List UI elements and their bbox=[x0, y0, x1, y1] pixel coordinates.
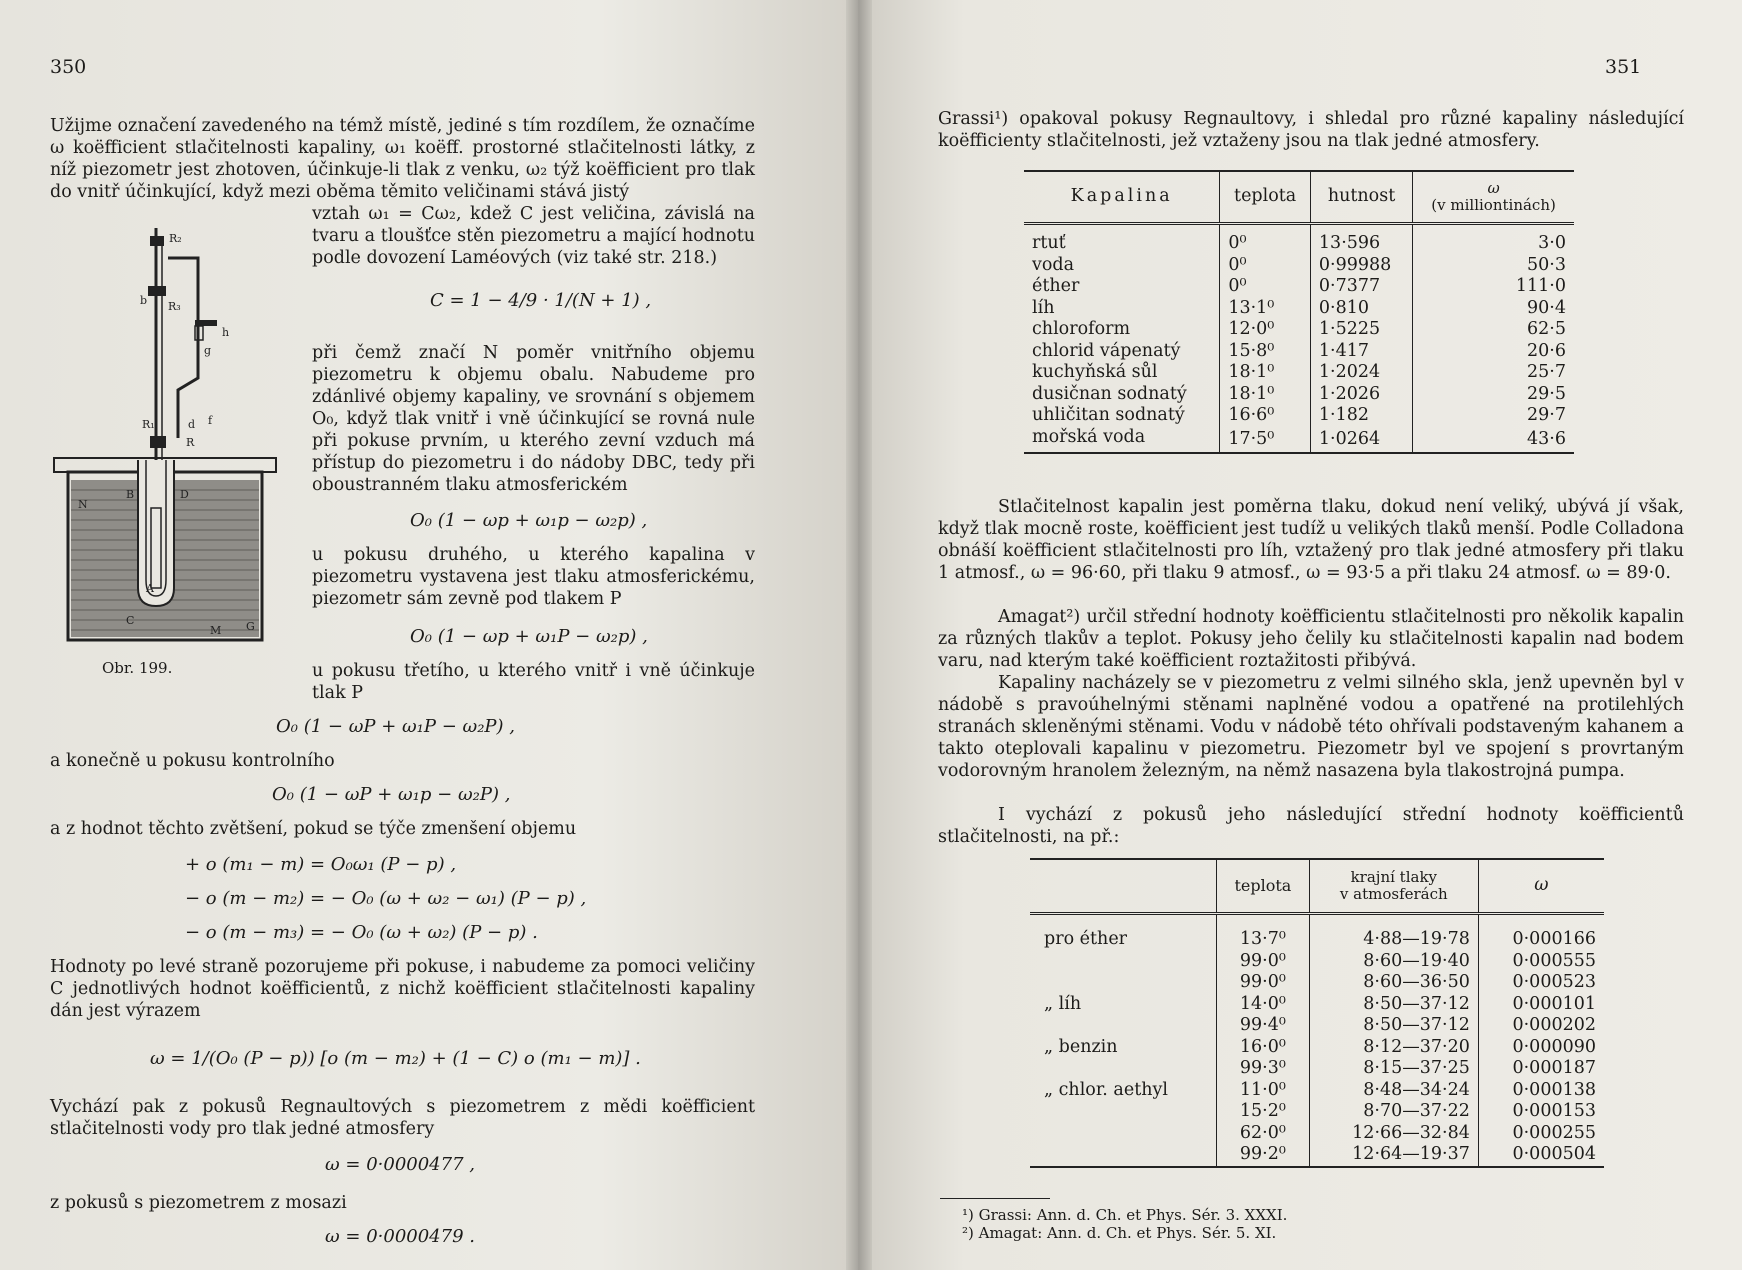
paragraph-second-test: u pokusu druhého, u kterého kapalina v piezometru vystavena jest tlaku atmosferickému, piezometr sám zevně pod tlakem P bbox=[312, 545, 755, 609]
figure-label-C: C bbox=[126, 614, 135, 627]
table1-row: kuchyňská sůl 18·1⁰ 1·2024 25·7 bbox=[1024, 362, 1574, 384]
book-gutter bbox=[846, 0, 872, 1270]
table1-header-teplota: teplota bbox=[1220, 171, 1311, 224]
paragraph-increments: a z hodnot těchto zvětšení, pokud se týče zmenšení objemu bbox=[50, 819, 577, 839]
table2-row: „ benzin 16·0⁰ 8·12—37·20 0·000090 bbox=[1030, 1037, 1604, 1059]
table1-row: voda 0⁰ 0·99988 50·3 bbox=[1024, 255, 1574, 277]
table2-row: 99·4⁰ 8·50—37·12 0·000202 bbox=[1030, 1015, 1604, 1037]
equation-1: O₀ (1 − ωp + ω₁p − ω₂p) , bbox=[410, 510, 648, 531]
table1-row: dusičnan sodnatý 18·1⁰ 1·2026 29·5 bbox=[1024, 384, 1574, 406]
piezometer-figure bbox=[50, 228, 280, 648]
table2-spacer bbox=[1030, 914, 1217, 930]
figure-label-M: M bbox=[210, 624, 222, 637]
table1-spacer bbox=[1024, 224, 1220, 234]
equation-copper: ω = 0·0000477 , bbox=[325, 1154, 475, 1175]
table-amagat bbox=[1030, 858, 1604, 1168]
page-number-left: 350 bbox=[50, 56, 87, 78]
paragraph-amagat: Amagat²) určil střední hodnoty koëfficientu stlačitelnosti pro několik kapalin za různých tlakův a teplot. Pokusy jeho čelily ku stlačitelnosti kapalin nad bodem varu, nad kterým také koëfficient roztažitosti přibývá. bbox=[938, 607, 1684, 671]
equation-4: O₀ (1 − ωP + ω₁p − ω₂P) , bbox=[272, 784, 511, 805]
page-number-right: 351 bbox=[1605, 56, 1642, 78]
table1-row: chlorid vápenatý 15·8⁰ 1·417 20·6 bbox=[1024, 341, 1574, 363]
figure-label-A: A bbox=[146, 582, 154, 595]
figure-label-h: h bbox=[222, 326, 230, 339]
table1-row: uhličitan sodnatý 16·6⁰ 1·182 29·7 bbox=[1024, 405, 1574, 427]
figure-label-R3: R₃ bbox=[168, 300, 181, 313]
equation-6: − o (m − m₂) = − O₀ (ω + ω₂ − ω₁) (P − p) , bbox=[185, 888, 587, 909]
paragraph-volumes: při čemž značí N poměr vnitřního objemu piezometru k objemu obalu. Nabudeme pro zdánlivé objemy kapaliny, ve srovnání s objemem O₀, když tlak vnitř i vně účinkující se rovná nule při pokuse prvním, u kterého zevní vzduch má přístup do piezometru i do nádoby DBC, tedy při oboustranném tlaku atmosferickém bbox=[312, 343, 755, 495]
figure-label-f: f bbox=[208, 414, 213, 427]
table-compressibility bbox=[1024, 170, 1574, 454]
table2-header-pressure bbox=[1309, 859, 1478, 914]
table2-row: pro éther 13·7⁰ 4·88—19·78 0·000166 bbox=[1030, 929, 1604, 951]
figure-label-G: G bbox=[246, 620, 255, 633]
figure-label-g: g bbox=[204, 344, 212, 357]
table2-header-pressure-line1: krajní tlaky bbox=[1350, 868, 1438, 886]
paragraph-relation: vztah ω₁ = Cω₂, kdež C jest veličina, závislá na tvaru a tloušťce stěn piezometru a mající hodnotu podle dovození Laméových (viz také str. 218.) bbox=[312, 204, 755, 268]
figure-label-b: b bbox=[140, 294, 148, 307]
table1-row: mořská voda 17·5⁰ 1·0264 43·6 bbox=[1024, 427, 1574, 454]
footnote-amagat: ²) Amagat: Ann. d. Ch. et Phys. Sér. 5. XI. bbox=[962, 1224, 1277, 1242]
left-page bbox=[0, 0, 858, 1270]
table2-row: 15·2⁰ 8·70—37·22 0·000153 bbox=[1030, 1101, 1604, 1123]
table2-row: „ líh 14·0⁰ 8·50—37·12 0·000101 bbox=[1030, 994, 1604, 1016]
table1-row: rtuť 0⁰ 13·596 3·0 bbox=[1024, 233, 1574, 255]
table1-header-omega bbox=[1413, 171, 1574, 224]
paragraph-control-test: a konečně u pokusu kontrolního bbox=[50, 751, 335, 771]
paragraph-results: I vychází z pokusů jeho následující střední hodnoty koëfficientů stlačitelnosti, na př.: bbox=[938, 805, 1684, 847]
figure-caption: Obr. 199. bbox=[102, 659, 173, 677]
equation-3: O₀ (1 − ωP + ω₁P − ω₂P) , bbox=[276, 716, 516, 737]
equation-omega: ω = 1/(O₀ (P − p)) [o (m − m₂) + (1 − C) o (m₁ − m)] . bbox=[150, 1048, 641, 1069]
figure-label-R2: R₂ bbox=[169, 232, 182, 245]
table1-header-hutnost: hutnost bbox=[1310, 171, 1412, 224]
equation-7: − o (m − m₃) = − O₀ (ω + ω₂) (P − p) . bbox=[185, 922, 538, 943]
paragraph-brass: z pokusů s piezometrem z mosazi bbox=[50, 1193, 347, 1213]
figure-label-D: D bbox=[180, 488, 189, 501]
equation-5: + o (m₁ − m) = O₀ω₁ (P − p) , bbox=[185, 854, 457, 875]
equation-2: O₀ (1 − ωp + ω₁P − ω₂p) , bbox=[410, 626, 648, 647]
figure-label-N: N bbox=[78, 498, 88, 511]
figure-label-R: R bbox=[186, 436, 195, 449]
table2-row: 62·0⁰ 12·66—32·84 0·000255 bbox=[1030, 1123, 1604, 1145]
figure-label-R1: R₁ bbox=[142, 418, 155, 431]
paragraph-regnault: Vychází pak z pokusů Regnaultových s piezometrem z mědi koëfficient stlačitelnosti vody pro tlak jedné atmosfery bbox=[50, 1097, 755, 1139]
table1-row: líh 13·1⁰ 0·810 90·4 bbox=[1024, 298, 1574, 320]
equation-brass: ω = 0·0000479 . bbox=[325, 1226, 475, 1247]
paragraph-observed-values: Hodnoty po levé straně pozorujeme při pokuse, i nabudeme za pomoci veličiny C jednotlivých hodnot koëfficientů, z nichž koëfficient stlačitelnosti kapaliny dán jest výrazem bbox=[50, 957, 755, 1021]
table2-row: „ chlor. aethyl 11·0⁰ 8·48—34·24 0·000138 bbox=[1030, 1080, 1604, 1102]
table1-header-kapalina: Kapalina bbox=[1024, 171, 1220, 224]
right-page bbox=[858, 0, 1742, 1270]
table1-row: chloroform 12·0⁰ 1·5225 62·5 bbox=[1024, 319, 1574, 341]
figure-label-B: B bbox=[126, 488, 135, 501]
equation-C: C = 1 − 4/9 · 1/(N + 1) , bbox=[430, 290, 652, 311]
figure-label-d: d bbox=[188, 418, 196, 431]
footnote-grassi: ¹) Grassi: Ann. d. Ch. et Phys. Sér. 3. XXXI. bbox=[962, 1206, 1288, 1224]
paragraph-apparatus: Kapaliny nacházely se v piezometru z velmi silného skla, jenž upevněn byl v nádobě s pravoúhelnými stěnami naplněné vodou a opatřené na protilehlých stranách skleněnými stěnami. Vodu v nádobě této ohřívali podstaveným kahanem a takto oteplovali kapalinu v piezometru. Piezometr byl ve spojení s provrtaným vodorovným hranolem železným, na němž nasazena byla tlakostrojná pumpa. bbox=[938, 673, 1684, 781]
table1-header-omega-symbol: ω bbox=[1487, 179, 1500, 197]
paragraph-colladon: Stlačitelnost kapalin jest poměrna tlaku, dokud není veliký, ubývá jí však, když tlak mocně roste, koëfficient jest tudíž u velikých tlaků menší. Podle Colladona obnáší koëfficient stlačitelnosti pro líh, vztažený pro tlak jedné atmosfery při tlaku 1 atmosf., ω = 96·60, při tlaku 9 atmosf., ω = 93·5 a při tlaku 24 atmosf. ω = 89·0. bbox=[938, 497, 1684, 583]
footnote-rule bbox=[940, 1198, 1050, 1199]
table2-header-pressure-line2: v atmosferách bbox=[1339, 885, 1448, 903]
paragraph-intro: Užijme označení zavedeného na témž místě, jediné s tím rozdílem, že označíme ω koëfficient stlačitelnosti kapaliny, ω₁ koëff. prostorné stlačitelnosti látky, z níž piezometr jest zhotoven, účinkuje-li tlak z venku, ω₂ týž koëfficient pro tlak do vnitř účinkující, když mezi oběma těmito veličinami stává jistý bbox=[50, 116, 755, 202]
table1-header-omega-unit: (v milliontinách) bbox=[1431, 196, 1556, 214]
table1-row: éther 0⁰ 0·7377 111·0 bbox=[1024, 276, 1574, 298]
table2-header-blank bbox=[1030, 859, 1217, 914]
table2-row: 99·2⁰ 12·64—19·37 0·000504 bbox=[1030, 1144, 1604, 1167]
table2-row: 99·3⁰ 8·15—37·25 0·000187 bbox=[1030, 1058, 1604, 1080]
table2-row: 99·0⁰ 8·60—19·40 0·000555 bbox=[1030, 951, 1604, 973]
table2-header-omega: ω bbox=[1534, 875, 1549, 896]
table2-row: 99·0⁰ 8·60—36·50 0·000523 bbox=[1030, 972, 1604, 994]
paragraph-third-test: u pokusu třetího, u kterého vnitř i vně účinkuje tlak P bbox=[312, 661, 755, 703]
paragraph-grassi: Grassi¹) opakoval pokusy Regnaultovy, i shledal pro různé kapaliny následující koëfficienty stlačitelnosti, jež vztaženy jsou na tlak jedné atmosfery. bbox=[938, 109, 1684, 151]
table2-header-teplota: teplota bbox=[1217, 859, 1310, 914]
